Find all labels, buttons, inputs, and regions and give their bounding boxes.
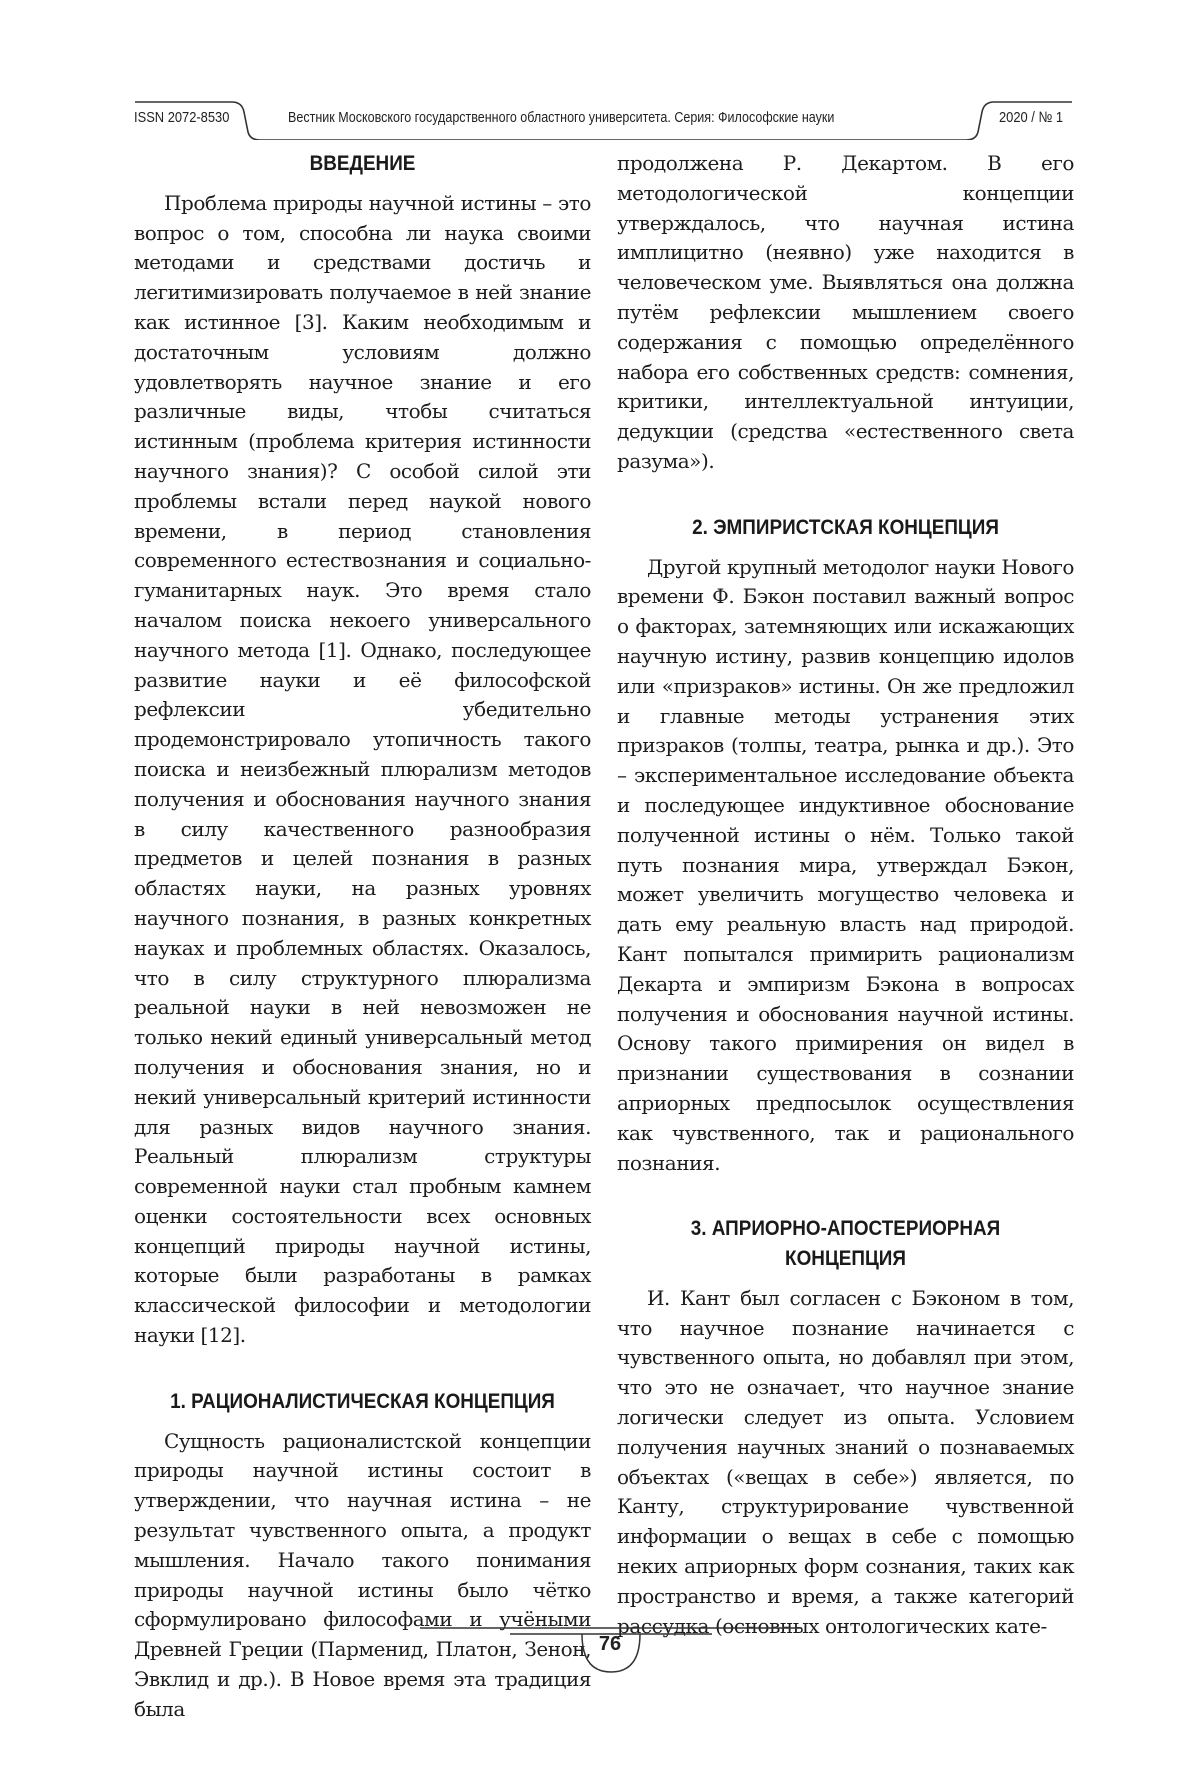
journal-title: Вестник Московского государственного областного университета. Серия: Философские науки: [288, 109, 835, 126]
section3-heading-line1: 3. АПРИОРНО-АПОСТЕРИОРНАЯ: [690, 1217, 1001, 1241]
section1-heading: 1. РАЦИОНАЛИСТИЧЕСКАЯ КОНЦЕПЦИЯ: [170, 1389, 555, 1413]
section3-paragraph: И. Кант был согласен с Бэконом в том, что научное познание начинается с чувственного опыта, но добавлял при этом, что это не означает, что научное знание логически следует из опыта. Условием получения научных знаний о познаваемых объектах («вещах в себе») является, по Канту, структурирование чувственной информации о вещах в себе с помощью неких априорных форм сознания, таких как пространство и время, а также категорий рассудка (основных онтологических кате-: [617, 1285, 1074, 1638]
intro-paragraph: Проблема природы научной истины – это вопрос о том, способна ли наука своими методами и средствами достичь и легитимизировать получаемое в ней знание как истинное [3]. Каким необходимым и достаточным условиям должно удовлетворять научное знание и его различные виды, чтобы считаться истинным (проблема критерия истинности научного знания)? С особой силой эти проблемы встали перед наукой нового времени, в период становления современного естествознания и социально-гуманитарных наук. Это время стало началом поиска некоего универсального научного метода [1]. Однако, последующее развитие науки и её философской рефлексии убедительно продемонстрировало утопичность такого поиска и неизбежный плюрализм методов получения и обоснования научного знания в силу качественного разнообразия предметов и целей познания в разных областях науки, на разных уровнях научного познания, в разных конкретных науках и проблемных областях. Оказалось, что в силу структурного плюрализма реальной науки в ней невозможен не только некий единый универсальный метод получения и обоснования знания, но и некий универсальный критерий истинности для разных видов научного знания. Реальный плюрализм структуры современной науки стал пробным камнем оценки состоятельности всех основных концепций природы научной истины, которые были разработаны в рамках классической философии и методологии науки [12].: [134, 190, 591, 1348]
page-number: 76: [598, 1633, 622, 1655]
left-column: [134, 149, 591, 1725]
issue-label: 2020 / № 1: [999, 109, 1064, 126]
section2-heading: 2. ЭМПИРИСТСКАЯ КОНЦЕПЦИЯ: [692, 515, 999, 539]
issn-label: ISSN 2072-8530: [134, 109, 230, 126]
page-footer: [0, 1610, 1200, 1690]
section3-heading: [617, 1214, 1074, 1274]
section1-paragraph: Сущность рационалистской концепции природы научной истины состоит в утверждении, что научная истина – не результат чувственного опыта, а продукт мышления. Начало такого понимания природы научной истины было чётко сформулировано философами и учёными Древней Греции (Парменид, Платон, Зенон, Эвклид и др.). В Новое время эта традиция была: [134, 1428, 591, 1721]
right-column: [617, 149, 1074, 1641]
section2-paragraph: Другой крупный методолог науки Нового времени Ф. Бэкон поставил важный вопрос о факторах, затемняющих или искажающих научную истину, развив концепцию идолов или «призраков» истины. Он же предложил и главные методы устранения этих призраков (толпы, театра, рынка и др.). Это – экспериментальное исследование объекта и последующее индуктивное обоснование полученной истины о нём. Только такой путь познания мира, утверждал Бэкон, может увеличить могущество человека и дать ему реальную власть над природой. Кант попытался примирить рационализм Декарта и эмпиризм Бэкона в вопросах получения и обоснования научной истины. Основу такого примирения он видел в признании существования в сознании априорных предпосылок осуществления как чувственного, так и рационального познания.: [617, 554, 1074, 1175]
continuation-paragraph: продолжена Р. Декартом. В его методологической концепции утверждалось, что научная истина имплицитно (неявно) уже находится в человеческом уме. Выявляться она должна путём рефлексии мышлением своего содержания с помощью определённого набора его собственных средств: сомнения, критики, интеллектуальной интуиции, дедукции (средства «естественного света разума»).: [617, 151, 1074, 473]
running-header: [134, 92, 1072, 140]
intro-heading: ВВЕДЕНИЕ: [309, 152, 416, 175]
section3-heading-line2: КОНЦЕПЦИЯ: [785, 1247, 906, 1271]
